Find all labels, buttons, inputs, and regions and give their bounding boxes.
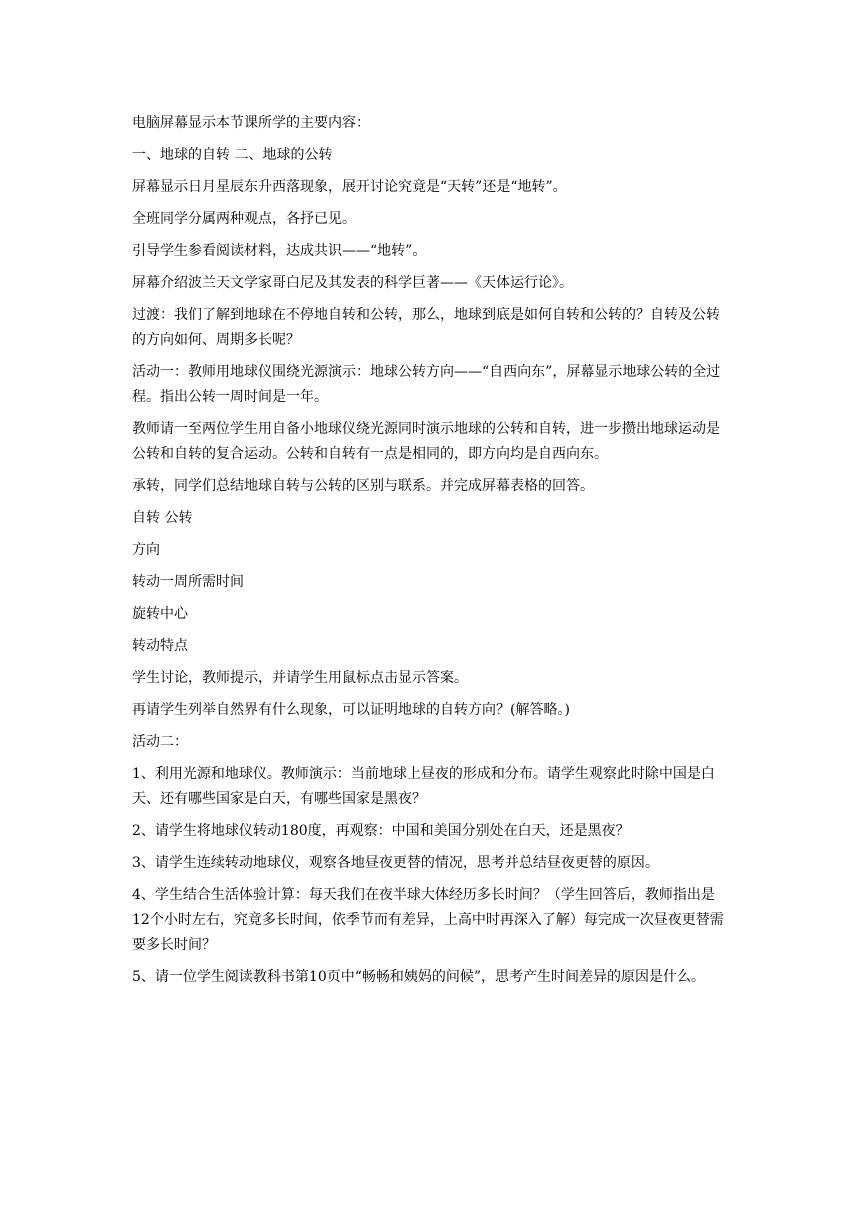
list-item: 2、请学生将地球仪转动180度，再观察：中国和美国分别处在白天，还是黑夜？ bbox=[132, 823, 630, 839]
document-body bbox=[132, 111, 732, 997]
paragraph: 活动一：教师用地球仪围绕光源演示：地球公转方向——“自西向东”，屏幕显示地球公转的全过程。指出公转一周时间是一年。 bbox=[132, 364, 721, 405]
section-heading: 活动二： bbox=[132, 734, 188, 750]
table-row-label: 转动一周所需时间 bbox=[132, 574, 244, 590]
list-item: 4、学生结合生活体验计算：每天我们在夜半球大体经历多长时间？（学生回答后，教师指出是12个小时左右，究竟多长时间，依季节而有差异，上高中时再深入了解）每完成一次昼夜更替需要多长时间？ bbox=[132, 887, 724, 953]
paragraph: 学生讨论，教师提示，并请学生用鼠标点击显示答案。 bbox=[132, 670, 468, 686]
paragraph: 屏幕显示日月星辰东升西落现象，展开讨论究竟是“天转”还是“地转”。 bbox=[132, 179, 567, 195]
table-row-label: 方向 bbox=[132, 542, 160, 558]
table-row-label: 转动特点 bbox=[132, 638, 188, 654]
paragraph: 电脑屏幕显示本节课所学的主要内容： bbox=[132, 115, 370, 131]
list-item: 1、利用光源和地球仪。教师演示：当前地球上昼夜的形成和分布。请学生观察此时除中国是白天、还有哪些国家是白天，有哪些国家是黑夜？ bbox=[132, 766, 715, 807]
list-item: 3、请学生连续转动地球仪，观察各地昼夜更替的情况，思考并总结昼夜更替的原因。 bbox=[132, 855, 659, 871]
paragraph: 引导学生参看阅读材料，达成共识——“地转”。 bbox=[132, 243, 427, 259]
paragraph: 过渡：我们了解到地球在不停地自转和公转，那么，地球到底是如何自转和公转的？自转及公转的方向如何、周期多长呢？ bbox=[132, 307, 720, 348]
paragraph: 教师请一至两位学生用自备小地球仪绕光源同时演示地球的公转和自转，进一步攒出地球运动是公转和自转的复合运动。公转和自转有一点是相同的，即方向均是自西向东。 bbox=[132, 421, 720, 462]
list-item: 5、请一位学生阅读教科书第10页中“畅畅和姨妈的问候”，思考产生时间差异的原因是什么。 bbox=[132, 969, 706, 985]
paragraph: 全班同学分属两种观点，各抒已见。 bbox=[132, 211, 356, 227]
paragraph: 屏幕介绍波兰天文学家哥白尼及其发表的科学巨著——《天体运行论》。 bbox=[132, 275, 573, 291]
paragraph: 再请学生列举自然界有什么现象，可以证明地球的自转方向？(解答略。) bbox=[132, 702, 570, 718]
table-row-label: 旋转中心 bbox=[132, 606, 188, 622]
table-header-row: 自转 公转 bbox=[132, 510, 193, 526]
paragraph: 承转，同学们总结地球自转与公转的区别与联系。并完成屏幕表格的回答。 bbox=[132, 478, 594, 494]
paragraph: 一、地球的自转 二、地球的公转 bbox=[132, 147, 333, 163]
